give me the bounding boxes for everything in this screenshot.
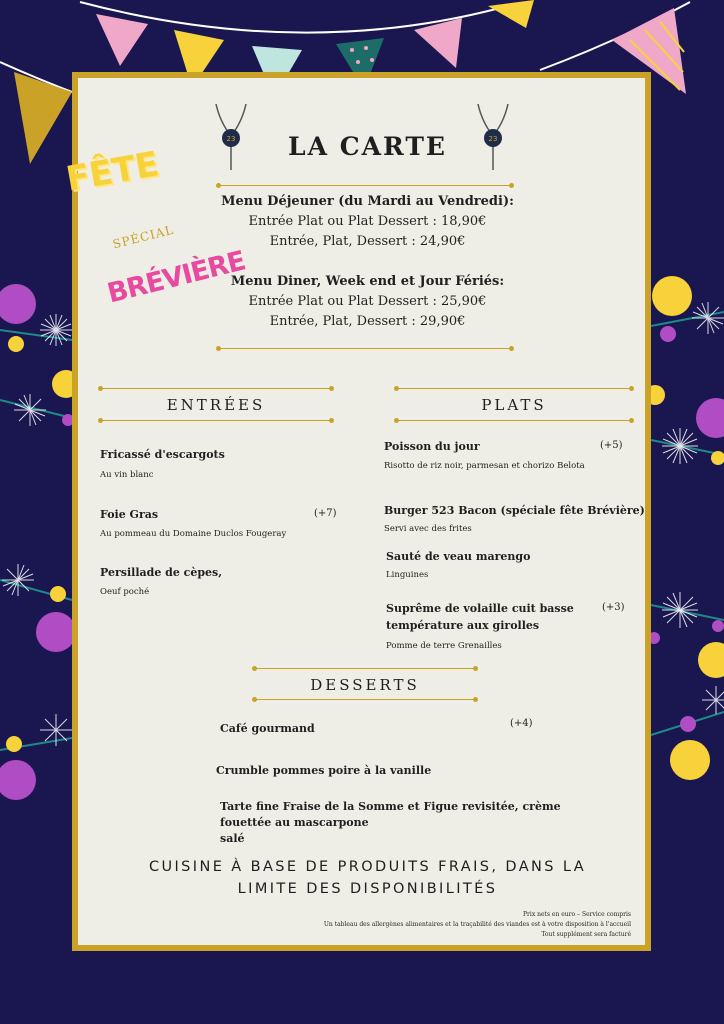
menu-item-name: Sauté de veau marengo [386, 550, 531, 563]
badge-right-text: 23 [488, 135, 498, 143]
formula-line: Entrée, Plat, Dessert : 24,90€ [269, 234, 466, 249]
menu-item-name: Fricassé d'escargots [100, 448, 225, 461]
menu-item-name: Burger 523 Bacon (spéciale fête Brévière) [384, 504, 645, 517]
divider [100, 420, 332, 421]
section-title-desserts: DESSERTS [310, 676, 420, 694]
formula-title: Menu Diner, Week end et Jour Fériés: [230, 274, 505, 289]
fine-print: Un tableau des allergènes alimentaires et la traçabilité des viandes est à votre disposition à l'accueil [323, 921, 631, 928]
divider [100, 388, 332, 389]
divider [396, 388, 632, 389]
supplement-badge: (+7) [314, 508, 337, 519]
menu-item-desc: Oeuf poché [100, 587, 150, 597]
menu-item-name: Crumble pommes poire à la vanille [216, 764, 432, 777]
badge-left-text: 23 [226, 135, 236, 143]
menu-item-name: Tarte fine Fraise de la Somme et Figue revisitée, crème [220, 800, 561, 813]
menu-item-desc: Pomme de terre Grenailles [386, 641, 502, 651]
fine-print: Tout supplément sera facturé [541, 931, 631, 938]
supplement-badge: (+5) [600, 440, 623, 451]
fine-print: Prix nets en euro – Service compris [523, 911, 631, 918]
menu-item-name: Café gourmand [220, 722, 315, 735]
divider [218, 348, 512, 349]
menu-card [72, 72, 651, 951]
menu-item-desc: Risotto de riz noir, parmesan et chorizo Belota [384, 461, 585, 471]
divider [254, 699, 476, 700]
divider [254, 668, 476, 669]
section-title-entrees: ENTRÉES [166, 396, 266, 414]
supplement-badge: (+4) [510, 718, 533, 729]
supplement-badge: (+3) [602, 602, 625, 613]
footer-notice-line: LIMITE DES DISPONIBILITÉS [237, 881, 498, 897]
formula-title: Menu Déjeuner (du Mardi au Vendredi): [221, 194, 514, 209]
party-dots-left [0, 284, 80, 800]
menu-item-name: Foie Gras [100, 508, 159, 521]
formula-line: Entrée, Plat, Dessert : 29,90€ [269, 314, 466, 329]
formula-line: Entrée Plat ou Plat Dessert : 25,90€ [248, 294, 487, 309]
menu-item-name-cont: salé [220, 832, 245, 845]
menu-item-name: Persillade de cèpes, [100, 566, 223, 579]
section-title-plats: PLATS [481, 396, 547, 414]
fete-title: FÊTE [63, 144, 162, 200]
footer-notice-line: CUISINE À BASE DE PRODUITS FRAIS, DANS LA [148, 859, 587, 875]
menu-item-desc: Au pommeau du Domaine Duclos Fougeray [100, 529, 287, 539]
menu-item-name-cont: fouettée au mascarpone [220, 816, 369, 829]
menu-item-desc: Au vin blanc [100, 470, 154, 480]
menu-item-name: Suprême de volaille cuit basse [386, 602, 574, 615]
menu-item-name: Poisson du jour [384, 440, 480, 453]
menu-item-name-cont: température aux girolles [386, 619, 540, 632]
menu-item-desc: Servi avec des frites [384, 524, 472, 534]
divider [396, 420, 632, 421]
page-title: LA CARTE [288, 132, 447, 161]
fete-name: BRÉVIÈRE [104, 245, 249, 310]
menu-item-desc: Linguines [386, 570, 429, 580]
formula-line: Entrée Plat ou Plat Dessert : 18,90€ [248, 214, 487, 229]
divider [218, 185, 512, 186]
fete-subtitle: SPÉCIAL [111, 222, 176, 252]
